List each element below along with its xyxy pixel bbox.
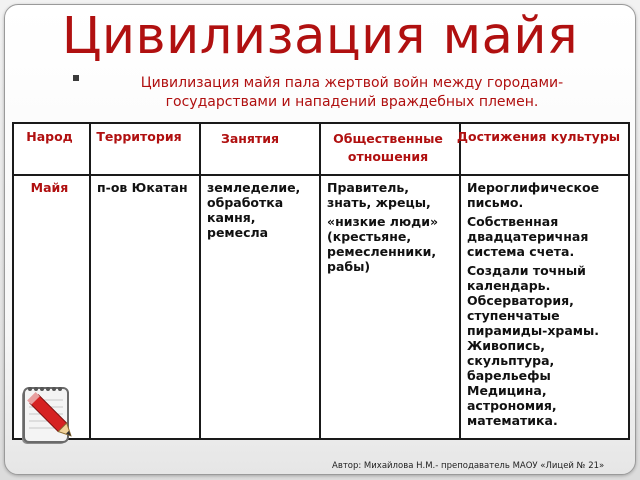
cell-culture bbox=[460, 175, 629, 439]
culture-line: Иероглифическое письмо. bbox=[467, 180, 600, 210]
table-row bbox=[13, 175, 629, 439]
maya-table bbox=[12, 122, 630, 440]
culture-line: Собственная двадцатеричная система счета. bbox=[467, 214, 589, 259]
header-culture: Достижения культуры bbox=[460, 123, 629, 175]
social-line: Правитель, знать, жрецы, bbox=[327, 180, 431, 210]
cell-territory: п-ов Юкатан bbox=[90, 175, 200, 439]
notepad-pencil-icon bbox=[16, 380, 86, 450]
bullet-text: Цивилизация майя пала жертвой войн между городами-государствами и нападений враждебных племен. bbox=[140, 75, 564, 110]
cell-social bbox=[320, 175, 460, 439]
header-occupations: Занятия bbox=[200, 123, 320, 175]
header-social: Общественные отношения bbox=[320, 123, 460, 175]
social-line: «низкие люди» (крестьяне, ремесленники, рабы) bbox=[327, 214, 439, 274]
header-territory: Территория bbox=[90, 123, 200, 175]
culture-line: Создали точный календарь. Обсерватория, ступенчатые пирамиды-храмы. Живопись, скульптура, барельефы Медицина, астрономия, математика. bbox=[467, 263, 600, 428]
cell-occupations: земледелие, обработка камня, ремесла bbox=[200, 175, 320, 439]
cell-people: Майя bbox=[13, 175, 90, 439]
slide-title: Цивилизация майя bbox=[61, 7, 579, 66]
table-header-row bbox=[13, 123, 629, 175]
author-footer: Автор: Михайлова Н.М.- преподаватель МАОУ «Лицей № 21» bbox=[332, 461, 605, 471]
header-people: Народ bbox=[13, 123, 90, 175]
bullet-marker bbox=[73, 75, 79, 81]
